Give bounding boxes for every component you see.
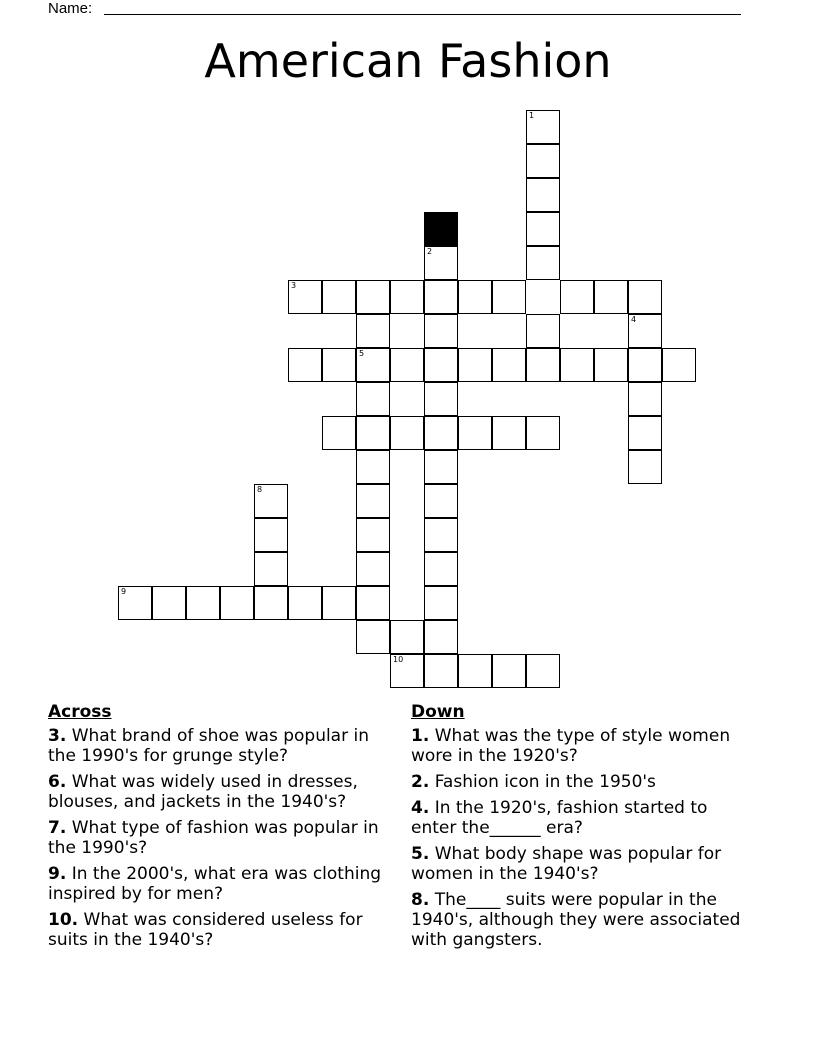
clue-number: 8. (411, 890, 430, 910)
name-label: Name: (48, 0, 93, 17)
grid-cell[interactable] (390, 620, 424, 654)
grid-cell[interactable] (492, 280, 526, 314)
grid-cell[interactable] (424, 620, 458, 654)
clue-text: The____ suits were popular in the 1940's, although they were associated with gangsters. (411, 890, 741, 950)
grid-cell[interactable] (492, 416, 526, 450)
clue-across-6 (48, 772, 393, 812)
grid-cell[interactable] (424, 246, 458, 280)
grid-cell[interactable] (152, 586, 186, 620)
clue-text: What was considered useless for suits in the 1940's? (48, 910, 363, 950)
grid-cell[interactable] (390, 348, 424, 382)
grid-cell[interactable] (526, 314, 560, 348)
grid-cell[interactable] (526, 654, 560, 688)
clue-number: 6. (48, 772, 67, 792)
grid-cell[interactable] (254, 484, 288, 518)
grid-cell[interactable] (356, 552, 390, 586)
clue-down-8 (411, 890, 756, 950)
clue-text: Fashion icon in the 1950's (429, 772, 656, 792)
grid-cell[interactable] (560, 348, 594, 382)
grid-cell[interactable] (458, 416, 492, 450)
clue-down-5 (411, 844, 756, 884)
grid-cell[interactable] (424, 314, 458, 348)
grid-cell[interactable] (254, 552, 288, 586)
grid-cell[interactable] (220, 586, 254, 620)
grid-cell[interactable] (458, 654, 492, 688)
grid-cell[interactable] (390, 416, 424, 450)
grid-cell[interactable] (356, 382, 390, 416)
grid-cell[interactable] (492, 348, 526, 382)
grid-cell[interactable] (424, 450, 458, 484)
grid-cell[interactable] (526, 178, 560, 212)
clue-number-label: 1 (529, 111, 535, 120)
clue-number-label: 10 (393, 655, 404, 664)
grid-cell[interactable] (526, 348, 560, 382)
grid-cell[interactable] (526, 416, 560, 450)
grid-cell[interactable] (288, 280, 322, 314)
clue-number-label: 9 (121, 587, 127, 596)
grid-cell[interactable] (492, 654, 526, 688)
grid-cell[interactable] (594, 280, 628, 314)
grid-cell[interactable] (526, 212, 560, 246)
grid-cell[interactable] (424, 552, 458, 586)
clue-text: What was widely used in dresses, blouses, and jackets in the 1940's? (48, 772, 358, 812)
grid-cell[interactable] (628, 348, 662, 382)
clue-text: What body shape was popular for women in the 1940's? (411, 844, 722, 884)
clue-text: In the 1920's, fashion started to enter the______ era? (411, 798, 708, 838)
clue-text: What brand of shoe was popular in the 1990's for grunge style? (48, 726, 369, 766)
clue-across-9 (48, 864, 393, 904)
clue-down-1 (411, 726, 756, 766)
clue-down-2 (411, 772, 756, 792)
clue-across-3 (48, 726, 393, 766)
grid-cell[interactable] (322, 586, 356, 620)
grid-cell[interactable] (356, 314, 390, 348)
puzzle-title: American Fashion (204, 34, 612, 88)
grid-cell[interactable] (356, 348, 390, 382)
grid-cell[interactable] (526, 110, 560, 144)
grid-cell[interactable] (322, 280, 356, 314)
clue-number: 9. (48, 864, 67, 884)
clue-down-4 (411, 798, 756, 838)
clue-number-label: 3 (291, 281, 297, 290)
grid-cell[interactable] (662, 348, 696, 382)
grid-cell[interactable] (424, 280, 458, 314)
grid-cell[interactable] (356, 450, 390, 484)
grid-cell[interactable] (628, 450, 662, 484)
grid-cell[interactable] (526, 144, 560, 178)
grid-cell[interactable] (458, 280, 492, 314)
clue-text: What type of fashion was popular in the 1990's? (48, 818, 379, 858)
grid-cell[interactable] (424, 586, 458, 620)
clue-number: 5. (411, 844, 430, 864)
clue-across-7 (48, 818, 393, 858)
grid-cell[interactable] (288, 348, 322, 382)
grid-cell[interactable] (628, 416, 662, 450)
clue-number: 7. (48, 818, 67, 838)
grid-cell[interactable] (594, 348, 628, 382)
grid-cell[interactable] (254, 518, 288, 552)
clue-text: In the 2000's, what era was clothing inspired by for men? (48, 864, 382, 904)
clue-number-label: 4 (631, 315, 637, 324)
grid-cell[interactable] (186, 586, 220, 620)
clue-across-10 (48, 910, 393, 950)
grid-cell[interactable] (526, 246, 560, 280)
grid-cell[interactable] (424, 382, 458, 416)
grid-cell[interactable] (118, 586, 152, 620)
grid-cell[interactable] (424, 348, 458, 382)
grid-cell[interactable] (628, 382, 662, 416)
down-heading: Down (411, 702, 465, 722)
grid-block (424, 212, 458, 246)
grid-cell[interactable] (424, 484, 458, 518)
clue-number: 4. (411, 798, 430, 818)
clue-text: What was the type of style women wore in the 1920's? (411, 726, 731, 766)
grid-cell[interactable] (390, 280, 424, 314)
clue-number: 2. (411, 772, 430, 792)
across-clues (48, 702, 393, 956)
grid-cell[interactable] (356, 620, 390, 654)
grid-cell[interactable] (322, 348, 356, 382)
grid-cell[interactable] (560, 280, 594, 314)
grid-cell[interactable] (356, 280, 390, 314)
clue-number: 1. (411, 726, 430, 746)
clue-number: 10. (48, 910, 79, 930)
grid-cell[interactable] (356, 518, 390, 552)
grid-cell[interactable] (424, 416, 458, 450)
clue-number: 3. (48, 726, 67, 746)
down-clues (411, 702, 756, 956)
grid-cell[interactable] (356, 484, 390, 518)
grid-cell[interactable] (356, 416, 390, 450)
across-heading: Across (48, 702, 112, 722)
grid-cell[interactable] (424, 654, 458, 688)
grid-cell[interactable] (356, 586, 390, 620)
clue-number-label: 5 (359, 349, 365, 358)
clue-number-label: 2 (427, 247, 433, 256)
grid-cell[interactable] (390, 654, 424, 688)
grid-cell[interactable] (288, 586, 322, 620)
clue-number-label: 8 (257, 485, 263, 494)
grid-cell[interactable] (254, 586, 288, 620)
grid-cell[interactable] (628, 314, 662, 348)
grid-cell[interactable] (322, 416, 356, 450)
grid-cell[interactable] (628, 280, 662, 314)
grid-cell[interactable] (458, 348, 492, 382)
grid-cell[interactable] (424, 518, 458, 552)
